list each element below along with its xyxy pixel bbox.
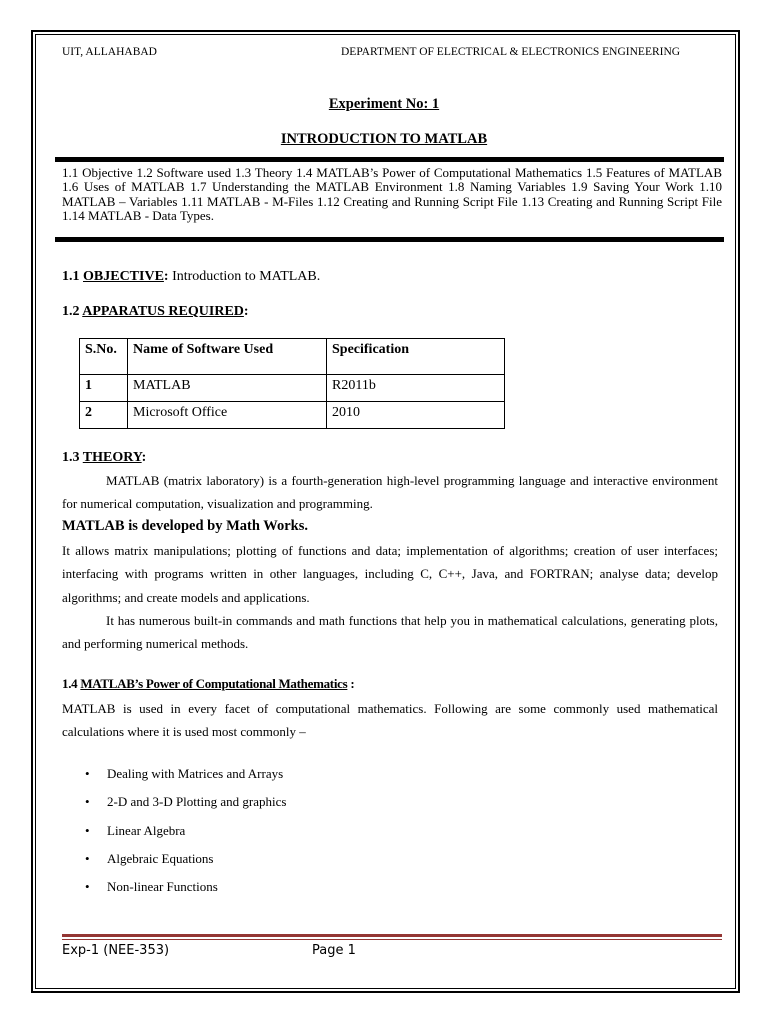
section-number: 1.2: [62, 304, 83, 319]
header-cell-software: Name of Software Used: [128, 339, 327, 375]
header-institute: UIT, ALLAHABAD: [62, 46, 157, 58]
theory-paragraph-1: MATLAB (matrix laboratory) is a fourth-generation high-level programming language and interactive environment for numerical computation, visualization and programming.: [62, 473, 718, 512]
section-theory: [62, 450, 146, 466]
list-item-text: Non-linear Functions: [107, 879, 218, 895]
section-apparatus: [62, 304, 249, 320]
capabilities-list: [62, 762, 286, 903]
header-cell-sno: S.No.: [80, 339, 128, 375]
table-cell: R2011b: [327, 375, 505, 402]
bullet-icon: •: [85, 879, 90, 895]
table-of-contents: 1.1 Objective 1.2 Software used 1.3 Theory 1.4 MATLAB’s Power of Computational Mathematics 1.5 Features of MATLAB 1.6 Uses of MATLAB 1.7 Understanding the MATLAB Environment 1.8 Naming Variables 1.9 Saving Your Work 1.10 MATLAB – Variables 1.11 MATLAB - M-Files 1.12 Creating and Running Script File 1.13 Creating and Running Script File 1.14 MATLAB - Data Types.: [62, 165, 722, 223]
section-heading: OBJECTIVE: [83, 269, 164, 284]
theory-paragraph-3: It has numerous built-in commands and math functions that help you in mathematical calculations, generating plots, and performing numerical methods.: [62, 613, 718, 652]
table-cell: 2: [80, 402, 128, 429]
experiment-number: Experiment No: 1: [328, 96, 440, 112]
table-cell: MATLAB: [128, 375, 327, 402]
bullet-icon: •: [85, 850, 90, 866]
section-colon: :: [163, 269, 169, 284]
section-computational-mathematics: [62, 676, 354, 692]
section-number: 1.3: [62, 450, 83, 465]
list-item: [62, 762, 286, 790]
table-cell: 1: [80, 375, 128, 402]
toc-bottom-rule: [55, 237, 724, 242]
theory-bold-line: MATLAB is developed by Math Works.: [62, 518, 308, 534]
table-row: [80, 402, 505, 429]
list-item-text: 2-D and 3-D Plotting and graphics: [107, 794, 287, 810]
list-item: [62, 875, 286, 903]
table-header-row: [80, 339, 505, 375]
list-item: [62, 790, 286, 818]
section-number: 1.1: [62, 269, 83, 284]
list-item: [62, 847, 286, 875]
section-objective: [62, 269, 320, 285]
section-heading: MATLAB’s Power of Computational Mathematics: [80, 676, 348, 691]
section-heading: APPARATUS REQUIRED: [82, 304, 244, 319]
bullet-icon: •: [85, 822, 90, 838]
section-colon: :: [141, 450, 147, 465]
objective-text: Introduction to MATLAB.: [168, 269, 321, 284]
header-department: DEPARTMENT OF ELECTRICAL & ELECTRONICS ENGINEERING: [341, 46, 681, 58]
document-title: INTRODUCTION TO MATLAB: [280, 131, 488, 147]
section-number: 1.4: [62, 676, 81, 691]
computational-paragraph: MATLAB is used in every facet of computational mathematics. Following are some commonly used mathematical calculations where it is used most commonly –: [62, 701, 718, 740]
table-cell: 2010: [327, 402, 505, 429]
apparatus-table: [79, 338, 505, 429]
section-heading: THEORY: [82, 450, 142, 465]
bullet-icon: •: [85, 794, 90, 810]
footer-rule-thin: [62, 939, 722, 940]
table-row: [80, 375, 505, 402]
footer-rule-thick: [62, 934, 722, 937]
table-cell: Microsoft Office: [128, 402, 327, 429]
toc-top-rule: [55, 157, 724, 162]
list-item-text: Algebraic Equations: [107, 850, 214, 866]
footer-experiment-code: Exp-1 (NEE-353): [62, 943, 170, 958]
section-colon: :: [243, 304, 249, 319]
list-item: [62, 819, 286, 847]
footer-page-number: Page 1: [312, 943, 356, 958]
bullet-icon: •: [85, 766, 90, 781]
list-item-text: Linear Algebra: [107, 822, 186, 838]
theory-paragraph-2: It allows matrix manipulations; plotting of functions and data; implementation of algorithms; creation of user interfaces; interfacing with programs written in other languages, including C, C++, Java, and FORTRAN; analyse data; develop algorithms; and create models and applications.: [62, 543, 718, 605]
list-item-text: Dealing with Matrices and Arrays: [107, 766, 284, 781]
section-colon: :: [347, 676, 355, 691]
header-cell-specification: Specification: [327, 339, 505, 375]
